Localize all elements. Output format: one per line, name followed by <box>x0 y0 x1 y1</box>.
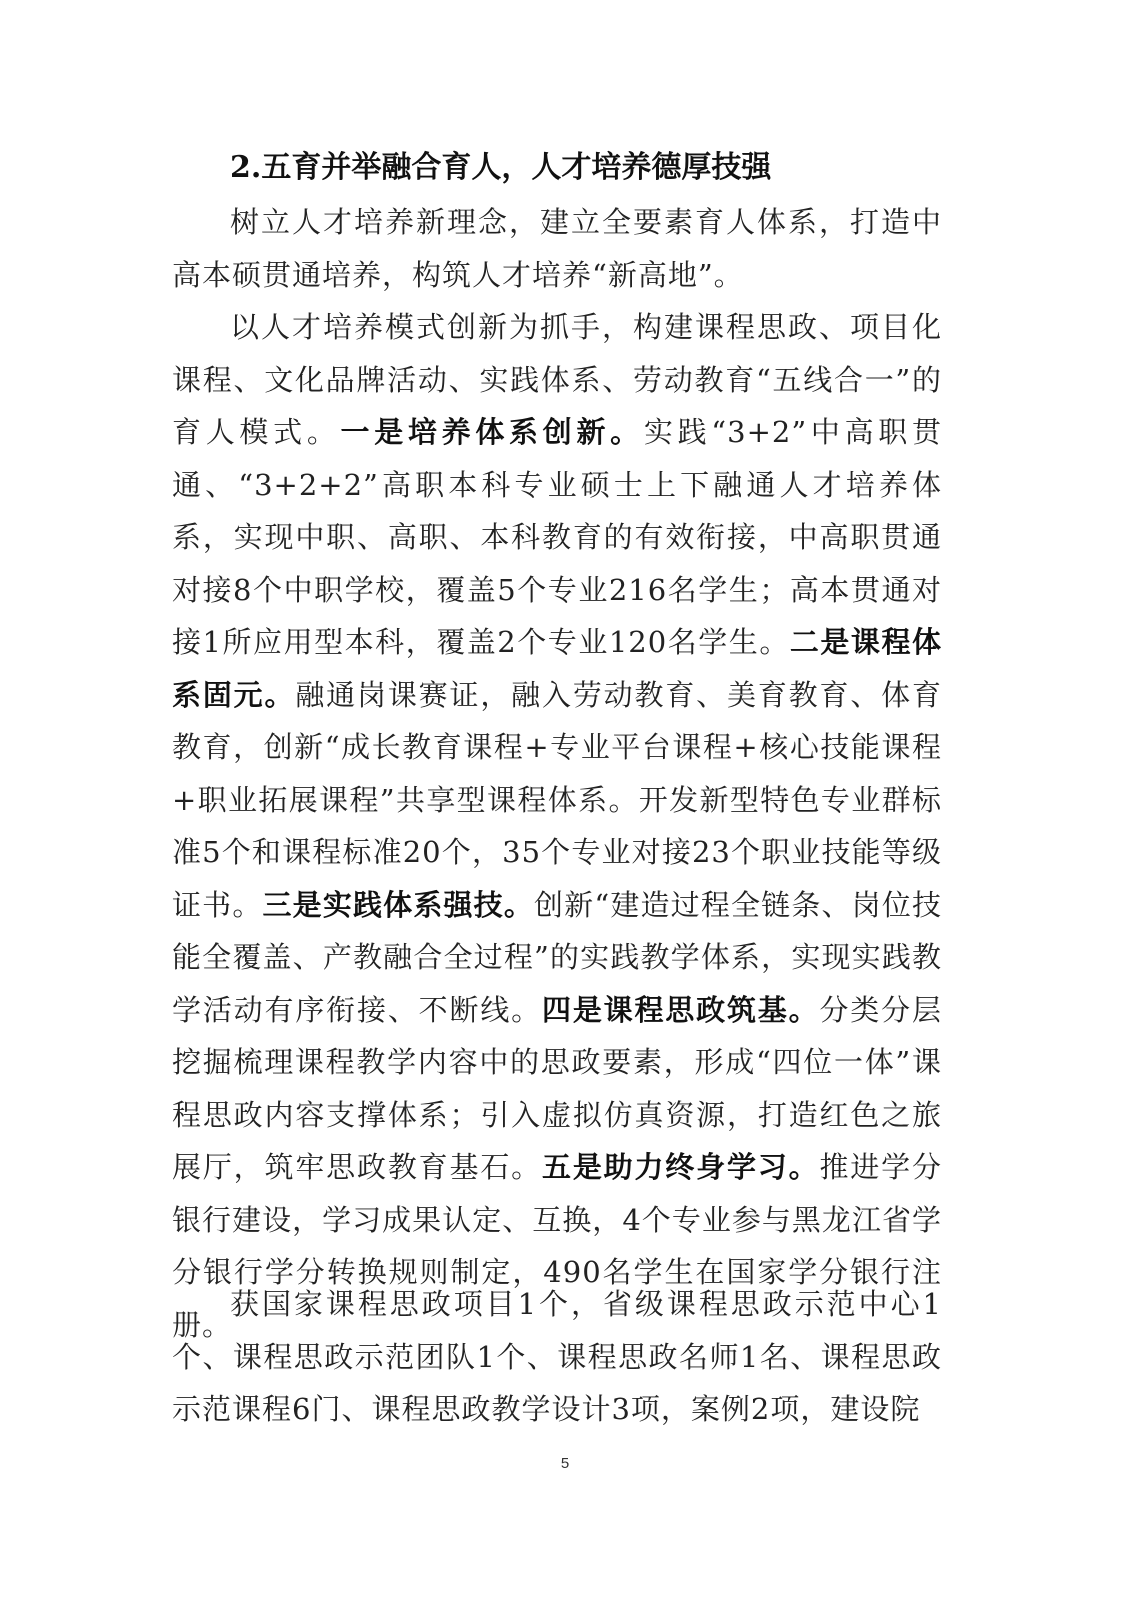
point5-text: 推进学分银行建设，学习成果认定、互换，4个专业参与黑龙江省学分银行学分转换规则制定，490名学生在国家学分银行注册。 <box>172 1150 942 1342</box>
point5-title: 五是助力终身学习。 <box>541 1150 820 1184</box>
page-number: 5 <box>560 1455 570 1472</box>
paragraph-intro: 树立人才培养新理念，建立全要素育人体系，打造中高本硕贯通培养，构筑人才培养“新高地”。 <box>172 205 942 292</box>
point2-text: 融通岗课赛证，融入劳动教育、美育教育、体育教育，创新“成长教育课程+专业平台课程+核心技能课程+职业拓展课程”共享型课程体系。开发新型特色专业群标准5个和课程标准20个，35个专业对接23个职业技能等级证书。 <box>172 677 942 922</box>
point1-text: 实践“3+2”中高职贯通、“3+2+2”高职本科专业硕士上下融通人才培养体系，实现中职、高职、本科教育的有效衔接，中高职贯通对接8个中职学校，覆盖5个专业216名学生；高本贯通对接1所应用型本科，覆盖2个专业120名学生。 <box>172 415 942 659</box>
point4-title: 四是课程思政筑基。 <box>541 992 820 1027</box>
paragraph-training-model <box>172 301 942 1351</box>
model-intro-text: 以人才培养模式创新为抓手，构建课程思政、项目化课程、文化品牌活动、实践体系、劳动教育“五线合一”的育人模式。 <box>172 310 942 449</box>
point3-title: 三是实践体系强技。 <box>262 887 534 922</box>
point3-text: 创新“建造过程全链条、岗位技能全覆盖、产教融合全过程”的实践教学体系，实现实践教学活动有序衔接、不断线。 <box>172 887 942 1027</box>
paragraph-achievements: 获国家课程思政项目1个，省级课程思政示范中心1个、课程思政示范团队1个、课程思政名师1名、课程思政示范课程6门、课程思政教学设计3项，案例2项，建设院 <box>172 1287 942 1426</box>
point2-title: 二是课程体系固元。 <box>172 625 942 712</box>
point1-title: 一是培养体系创新。 <box>340 415 644 449</box>
section-heading: 2.五育并举融合育人，人才培养德厚技强 <box>230 150 772 185</box>
point4-text: 分类分层挖掘梳理课程教学内容中的思政要素，形成“四位一体”课程思政内容支撑体系；引入虚拟仿真资源，打造红色之旅展厅，筑牢思政教育基石。 <box>172 992 942 1184</box>
